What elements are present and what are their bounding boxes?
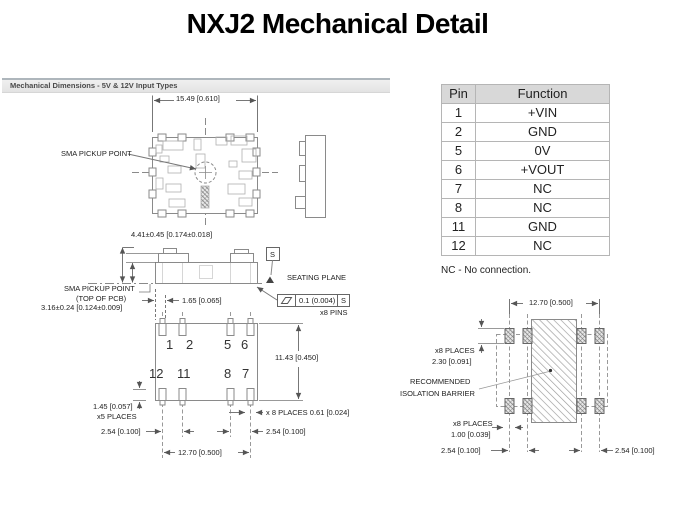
pin-cell: 8 [442, 199, 476, 218]
pin-number-label: 1 [166, 337, 174, 352]
pin-table-header-pin: Pin [442, 85, 476, 104]
flatness-datum-label: S [341, 296, 347, 305]
isolation-barrier-label-2: ISOLATION BARRIER [400, 389, 475, 398]
dim-label-top-width: 15.49 [0.610] [176, 94, 220, 103]
pin-table-row [442, 199, 610, 218]
page-title: NXJ2 Mechanical Detail [186, 8, 489, 39]
pin-table-row [442, 142, 610, 161]
seating-plane-label: SEATING PLANE [287, 273, 347, 282]
dim-label-total-height: 4.41±0.45 [0.174±0.018] [131, 230, 213, 239]
sma-pickup-side-label-1: SMA PICKUP POINT [64, 284, 135, 293]
pin-table-row [442, 180, 610, 199]
dim-label-body-height: 11.43 [0.450] [275, 353, 319, 362]
function-cell: GND [476, 123, 610, 142]
top-view-drawing [128, 96, 278, 229]
function-cell: NC [476, 180, 610, 199]
pin-table-row [442, 123, 610, 142]
pin-cell: 7 [442, 180, 476, 199]
side-profile-drawing [296, 136, 326, 218]
function-cell: +VOUT [476, 161, 610, 180]
pin-number-label: 7 [242, 366, 250, 381]
fp-dim-label-pad-height: 2.30 [0.091] [432, 357, 472, 366]
pins-count-note: x8 PINS [320, 308, 348, 317]
pin-number-label: 12 [149, 366, 164, 381]
pin-number-label: 5 [224, 337, 232, 352]
function-cell: +VIN [476, 104, 610, 123]
pin-table-header-function: Function [476, 85, 610, 104]
pin-function-table [441, 84, 610, 256]
function-cell: NC [476, 237, 610, 256]
pin-cell: 1 [442, 104, 476, 123]
function-cell: 0V [476, 142, 610, 161]
footprint-drawing [478, 299, 613, 452]
fp-dim-label-span: 12.70 [0.500] [529, 298, 573, 307]
dim-label-span: 12.70 [0.500] [178, 448, 222, 457]
datum-s-label: S [270, 250, 276, 259]
isolation-barrier-label-1: RECOMMENDED [410, 377, 471, 386]
dim-label-pad-length-places: x5 PLACES [97, 412, 137, 421]
sma-pickup-point-label: SMA PICKUP POINT [61, 149, 132, 158]
pin-cell: 2 [442, 123, 476, 142]
pin-cell: 6 [442, 161, 476, 180]
sma-pickup-side-label-2: (TOP OF PCB) [76, 294, 127, 303]
pin-cell: 12 [442, 237, 476, 256]
function-cell: NC [476, 199, 610, 218]
pin-table-row [442, 161, 610, 180]
pin-cell: 11 [442, 218, 476, 237]
fp-pad-width-places: x8 PLACES [453, 419, 493, 428]
pin-number-label: 8 [224, 366, 232, 381]
dim-label-pcb-height: 3.16±0.24 [0.124±0.009] [41, 303, 123, 312]
pin-number-label: 2 [186, 337, 194, 352]
pin-table-header-row [442, 85, 610, 104]
flatness-tolerance-label: 0.1 (0.004) [299, 296, 336, 305]
fp-dim-label-pitch-right: 2.54 [0.100] [615, 446, 655, 455]
seating-plane-triangle-icon [266, 277, 274, 284]
function-cell: GND [476, 218, 610, 237]
pin-cell: 5 [442, 142, 476, 161]
section-header-label: Mechanical Dimensions - 5V & 12V Input Types [10, 81, 178, 90]
dim-label-pitch-right: 2.54 [0.100] [266, 427, 306, 436]
pin-table-row [442, 218, 610, 237]
dim-label-pin-width: x 8 PLACES 0.61 [0.024] [266, 408, 350, 417]
pin-table-row [442, 237, 610, 256]
pin-number-label: 11 [177, 366, 191, 381]
dim-label-pitch-left: 2.54 [0.100] [101, 427, 141, 436]
dim-label-edge-to-pin: 1.65 [0.065] [182, 296, 222, 305]
nc-note: NC - No connection. [441, 265, 532, 276]
fp-dim-label-pad-width: 1.00 [0.039] [451, 430, 491, 439]
pin-number-label: 6 [241, 337, 249, 352]
fp-pad-height-places: x8 PLACES [435, 346, 475, 355]
dim-label-pad-length: 1.45 [0.057] [93, 402, 133, 411]
pin-table-row [442, 104, 610, 123]
bottom-view-drawing [133, 312, 303, 458]
fp-dim-label-pitch-left: 2.54 [0.100] [441, 446, 481, 455]
isolation-barrier-area [532, 320, 577, 423]
